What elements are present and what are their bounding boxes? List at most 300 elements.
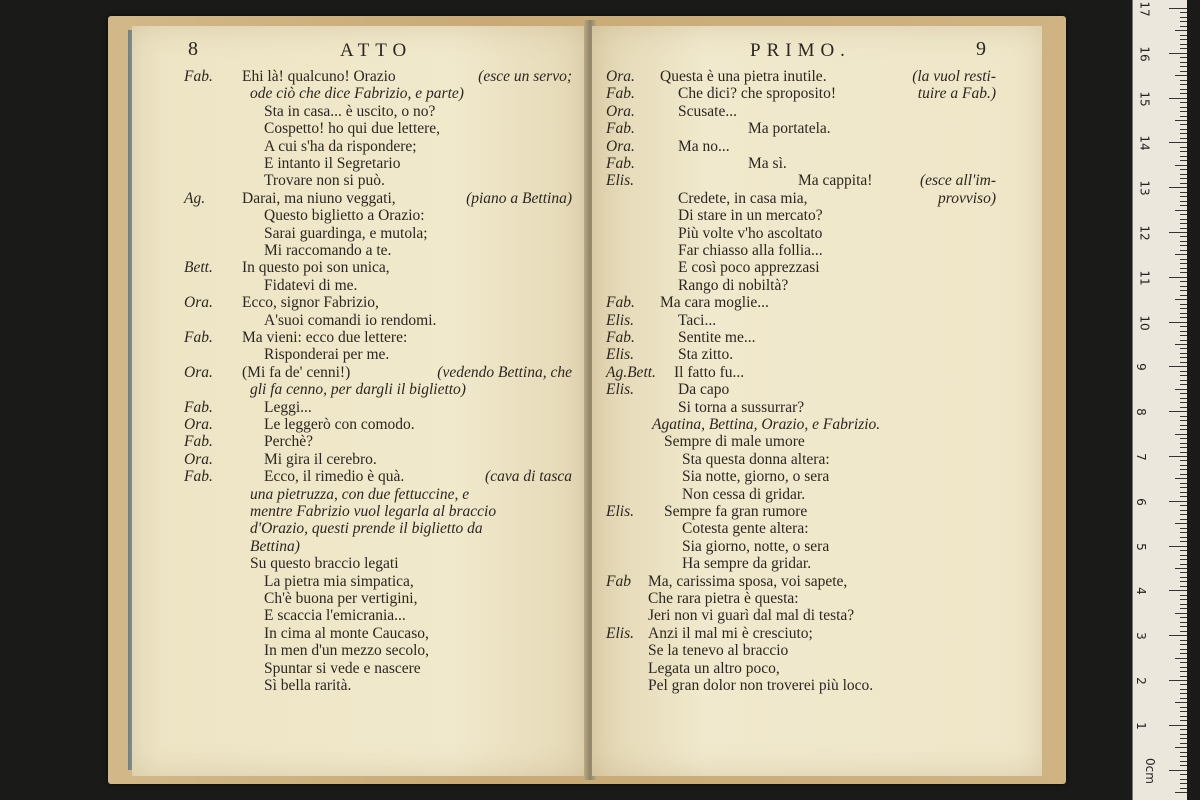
- ruler-tick: [1175, 299, 1187, 300]
- ruler-tick: [1180, 241, 1187, 242]
- ruler-tick: [1180, 505, 1187, 506]
- ruler-tick: [1180, 469, 1187, 470]
- stage-direction: gli fa cenno, per dargli il biglietto): [250, 381, 466, 399]
- running-head-right: PRIMO.: [750, 40, 851, 61]
- ruler-tick: [1180, 147, 1187, 148]
- verse-text: Ma cara moglie...: [660, 294, 769, 312]
- verse-text: Sia notte, giorno, o sera: [682, 468, 830, 486]
- verse-text: (Mi fa de' cenni!): [242, 363, 351, 381]
- verse-text: Ehi là! qualcuno! Orazio: [242, 68, 396, 85]
- speaker-label: Fab.: [184, 68, 213, 85]
- ruler-tick: [1180, 425, 1187, 426]
- verse-text: Sta in casa... è uscito, o no?: [264, 102, 436, 120]
- ruler-tick: [1180, 438, 1187, 439]
- ruler-number: 1: [1133, 721, 1148, 730]
- ruler-tick: [1180, 250, 1187, 251]
- ruler-tick: [1175, 344, 1187, 345]
- ruler-tick: [1180, 62, 1187, 63]
- ruler-tick: [1180, 622, 1187, 623]
- ruler-tick: [1180, 649, 1187, 650]
- ruler-tick: [1180, 281, 1187, 282]
- ruler-tick: [1180, 362, 1187, 363]
- ruler-tick: [1180, 407, 1187, 408]
- ruler-tick: [1180, 765, 1187, 766]
- ruler-tick: [1175, 434, 1187, 435]
- ruler-number: 2: [1133, 677, 1148, 685]
- ruler-tick: [1180, 223, 1187, 224]
- ruler-tick: [1175, 747, 1187, 748]
- speaker-label: Elis.: [606, 381, 634, 399]
- verse-text: Cotesta gente altera:: [682, 520, 809, 538]
- verse-text: Sì bella rarità.: [264, 677, 352, 694]
- ruler-tick: [1180, 617, 1187, 618]
- ruler-tick: [1169, 322, 1187, 323]
- ruler-tick: [1180, 80, 1187, 81]
- verse-text: A cui s'ha da rispondere;: [264, 137, 417, 155]
- speaker-label: Fab.: [606, 294, 635, 312]
- ruler-tick: [1169, 501, 1187, 502]
- stage-direction: (cava di tasca: [485, 468, 572, 486]
- ruler-number: 14: [1137, 135, 1152, 152]
- stage-direction: una pietruzza, con due fettuccine, e: [250, 485, 470, 503]
- ruler-tick: [1180, 528, 1187, 529]
- verse-text: Trovare non si può.: [264, 172, 385, 190]
- ruler-tick: [1175, 30, 1187, 31]
- verse-text: In questo poi son unica,: [242, 259, 390, 277]
- ruler-tick: [1180, 716, 1187, 717]
- running-head-left: ATTO: [340, 40, 413, 61]
- speaker-label: Ora.: [184, 416, 213, 433]
- ruler-tick: [1180, 416, 1187, 417]
- ruler-tick: [1180, 684, 1187, 685]
- verse-text: Mi raccomando a te.: [264, 242, 392, 259]
- verse-text: E scaccia l'emicrania...: [264, 607, 406, 625]
- ruler-tick: [1180, 107, 1187, 108]
- ruler-number: 16: [1137, 46, 1152, 62]
- ruler-number: 12: [1137, 225, 1152, 241]
- stage-direction: (esce all'im-: [919, 172, 996, 190]
- verse-text: Ecco, signor Fabrizio,: [242, 294, 379, 312]
- ruler-tick: [1180, 671, 1187, 672]
- ruler-tick: [1180, 667, 1187, 668]
- ruler-tick: [1180, 599, 1187, 600]
- stage-direction: mentre Fabrizio vuol legarla al braccio: [250, 503, 497, 520]
- ruler-tick: [1180, 577, 1187, 578]
- ruler-tick: [1180, 443, 1187, 444]
- verse-text: Se la tenevo al braccio: [648, 642, 789, 660]
- ruler-tick: [1180, 35, 1187, 36]
- ruler-tick: [1180, 380, 1187, 381]
- ruler-tick: [1180, 631, 1187, 632]
- ruler-tick: [1175, 254, 1187, 255]
- ruler-tick: [1180, 720, 1187, 721]
- ruler-tick: [1180, 317, 1187, 318]
- verse-text: Sta questa donna altera:: [682, 450, 830, 468]
- ruler-tick: [1169, 635, 1187, 636]
- verse-text: Anzi il mal mi è cresciuto;: [648, 624, 813, 642]
- ruler-tick: [1180, 335, 1187, 336]
- ruler-tick: [1169, 8, 1187, 9]
- verse-text: Leggi...: [264, 398, 312, 416]
- speaker-label: Fab.: [184, 433, 213, 451]
- ruler-tick: [1180, 707, 1187, 708]
- speaker-label: Ora.: [184, 294, 213, 312]
- measuring-ruler: [1132, 0, 1187, 800]
- speaker-label: Fab.: [184, 329, 213, 346]
- speaker-label: Elis.: [606, 172, 634, 190]
- ruler-tick: [1180, 129, 1187, 130]
- speaker-label: Bett.: [184, 259, 213, 277]
- ruler-tick: [1180, 304, 1187, 305]
- ruler-tick: [1180, 259, 1187, 260]
- ruler-tick: [1169, 98, 1187, 99]
- speaker-label: Ora.: [606, 137, 635, 155]
- ruler-tick: [1175, 792, 1187, 793]
- verse-text: Ha sempre da gridar.: [682, 555, 812, 573]
- ruler-tick: [1180, 595, 1187, 596]
- ruler-tick: [1180, 39, 1187, 40]
- verse-text: Il fatto fu...: [674, 363, 745, 381]
- ruler-tick: [1180, 353, 1187, 354]
- verse-text: A'suoi comandi io rendomi.: [264, 311, 437, 329]
- ruler-tick: [1175, 165, 1187, 166]
- speaker-label: Fab.: [606, 85, 635, 103]
- ruler-tick: [1180, 138, 1187, 139]
- ruler-tick: [1180, 689, 1187, 690]
- ruler-tick: [1180, 662, 1187, 663]
- verse-text: Rango di nobiltà?: [678, 276, 789, 294]
- verse-text: Ma cappita!: [798, 172, 873, 190]
- ruler-tick: [1180, 447, 1187, 448]
- ruler-tick: [1180, 420, 1187, 421]
- ruler-tick: [1180, 178, 1187, 179]
- speaker-label: Elis.: [606, 346, 634, 364]
- stage-direction: (esce un servo;: [478, 68, 572, 85]
- speaker-label: Fab.: [606, 155, 635, 172]
- ruler-tick: [1180, 111, 1187, 112]
- ruler-tick: [1175, 478, 1187, 479]
- stage-direction: (piano a Bettina): [466, 189, 572, 207]
- ruler-tick: [1175, 389, 1187, 390]
- ruler-tick: [1180, 729, 1187, 730]
- ruler-tick: [1180, 788, 1187, 789]
- stage-direction: (vedendo Bettina, che: [437, 363, 572, 381]
- ruler-tick: [1169, 277, 1187, 278]
- ruler-tick: [1169, 187, 1187, 188]
- ruler-tick: [1180, 12, 1187, 13]
- ruler-tick: [1169, 232, 1187, 233]
- ruler-tick: [1180, 783, 1187, 784]
- ruler-tick: [1169, 456, 1187, 457]
- verse-text: La pietra mia simpatica,: [264, 572, 414, 590]
- verse-text: Più volte v'ho ascoltato: [678, 224, 823, 242]
- ruler-tick: [1180, 214, 1187, 215]
- ruler-tick: [1180, 57, 1187, 58]
- verse-text: Cospetto! ho qui due lettere,: [264, 120, 441, 138]
- ruler-number: 7: [1133, 453, 1148, 461]
- verse-text: Credete, in casa mia,: [678, 189, 808, 207]
- ruler-tick: [1180, 102, 1187, 103]
- ruler-tick: [1180, 608, 1187, 609]
- ruler-tick: [1180, 124, 1187, 125]
- stage-direction: d'Orazio, questi prende il biglietto da: [250, 520, 483, 538]
- ruler-tick: [1180, 357, 1187, 358]
- ruler-tick: [1180, 84, 1187, 85]
- verse-text: Non cessa di gridar.: [682, 485, 806, 503]
- ruler-tick: [1180, 89, 1187, 90]
- ruler-tick: [1180, 313, 1187, 314]
- verse-text: Sentite me...: [678, 329, 756, 346]
- speaker-label: Ag.: [184, 189, 206, 207]
- ruler-tick: [1180, 295, 1187, 296]
- verse-text: Questo biglietto a Orazio:: [264, 207, 425, 225]
- ruler-tick: [1180, 160, 1187, 161]
- ruler-tick: [1180, 676, 1187, 677]
- ruler-tick: [1180, 550, 1187, 551]
- ruler-tick: [1169, 770, 1187, 771]
- ruler-tick: [1180, 393, 1187, 394]
- speaker-label: Elis.: [606, 624, 634, 642]
- ruler-tick: [1180, 263, 1187, 264]
- ruler-tick: [1180, 774, 1187, 775]
- ruler-tick: [1180, 514, 1187, 515]
- ruler-tick: [1180, 734, 1187, 735]
- ruler-number: 11: [1137, 270, 1152, 286]
- ruler-tick: [1180, 331, 1187, 332]
- ruler-tick: [1180, 626, 1187, 627]
- verse-text: Far chiasso alla follia...: [678, 242, 823, 259]
- verse-text: Perchè?: [264, 433, 314, 451]
- ruler-tick: [1180, 693, 1187, 694]
- ruler-tick: [1180, 236, 1187, 237]
- ruler-tick: [1180, 183, 1187, 184]
- verse-text: Mi gira il cerebro.: [264, 450, 377, 468]
- ruler-tick: [1180, 26, 1187, 27]
- ruler-tick: [1180, 44, 1187, 45]
- ruler-tick: [1169, 725, 1187, 726]
- ruler-tick: [1180, 93, 1187, 94]
- verse-text: Ma vieni: ecco due lettere:: [242, 329, 408, 346]
- ruler-tick: [1180, 483, 1187, 484]
- ruler-tick: [1180, 496, 1187, 497]
- verse-text: E intanto il Segretario: [264, 155, 401, 172]
- ruler-tick: [1180, 340, 1187, 341]
- ruler-number: 4: [1133, 587, 1148, 596]
- ruler-tick: [1169, 680, 1187, 681]
- ruler-tick: [1180, 196, 1187, 197]
- ruler-tick: [1180, 48, 1187, 49]
- verse-text: Sta zitto.: [678, 346, 734, 364]
- verse-text: Ma no...: [678, 137, 730, 155]
- verse-text: Si torna a sussurrar?: [678, 398, 805, 416]
- verse-text: In cima al monte Caucaso,: [264, 624, 429, 642]
- ruler-tick: [1180, 698, 1187, 699]
- ruler-tick: [1180, 133, 1187, 134]
- verse-text: Che dici? che sproposito!: [678, 85, 836, 103]
- speaker-label: Ora.: [606, 68, 635, 85]
- ruler-tick: [1180, 17, 1187, 18]
- ruler-tick: [1180, 192, 1187, 193]
- ruler-tick: [1180, 738, 1187, 739]
- right-page: [592, 26, 1042, 776]
- verse-text: Sarai guardinga, e mutola;: [264, 224, 428, 242]
- verse-text: Sempre fa gran rumore: [664, 503, 808, 520]
- verse-text: Scusate...: [678, 102, 737, 120]
- ruler-tick: [1180, 169, 1187, 170]
- ruler-tick: [1169, 411, 1187, 412]
- ruler-tick: [1175, 75, 1187, 76]
- ruler-number: 8: [1133, 408, 1148, 417]
- ruler-tick: [1180, 326, 1187, 327]
- verse-text: Ecco, il rimedio è quà.: [264, 468, 405, 486]
- stage-direction: (la vuol resti-: [912, 68, 996, 85]
- ruler-tick: [1180, 290, 1187, 291]
- ruler-tick: [1180, 398, 1187, 399]
- ruler-number: 6: [1133, 497, 1148, 506]
- speaker-label: Fab.: [184, 468, 213, 486]
- ruler-tick: [1180, 474, 1187, 475]
- ruler-tick: [1180, 452, 1187, 453]
- ruler-number: 10: [1137, 314, 1152, 331]
- verse-text: Spuntar si vede e nascere: [264, 659, 421, 677]
- ruler-tick: [1180, 492, 1187, 493]
- stage-direction: tuire a Fab.): [917, 85, 996, 103]
- ruler-tick: [1180, 487, 1187, 488]
- ruler-tick: [1180, 519, 1187, 520]
- ruler-tick: [1180, 402, 1187, 403]
- ruler-tick: [1180, 581, 1187, 582]
- verse-text: Sia giorno, notte, o sera: [682, 537, 830, 555]
- ruler-tick: [1169, 366, 1187, 367]
- ruler-tick: [1175, 120, 1187, 121]
- speaker-label: Ora.: [184, 363, 213, 381]
- speaker-label: Ag.Bett.: [606, 363, 656, 381]
- ruler-tick: [1169, 546, 1187, 547]
- ruler-tick: [1180, 156, 1187, 157]
- ruler-tick: [1180, 201, 1187, 202]
- verse-text: Fidatevi di me.: [264, 276, 358, 294]
- ruler-number: 3: [1133, 632, 1148, 641]
- ruler-tick: [1175, 613, 1187, 614]
- verse-text: Darai, ma niuno veggati,: [242, 189, 396, 207]
- ruler-tick: [1169, 142, 1187, 143]
- ruler-number: 0cm: [1142, 757, 1157, 784]
- ruler-tick: [1169, 590, 1187, 591]
- left-page: [132, 26, 588, 776]
- verse-text: Ch'è buona per vertigini,: [264, 590, 418, 607]
- ruler-tick: [1180, 151, 1187, 152]
- ruler-tick: [1180, 586, 1187, 587]
- verse-text: Che rara pietra è questa:: [648, 590, 799, 607]
- verse-text: Jeri non vi guarì dal mal di testa?: [648, 607, 855, 625]
- ruler-tick: [1180, 228, 1187, 229]
- verse-text: Risponderai per me.: [264, 346, 390, 364]
- ruler-tick: [1180, 537, 1187, 538]
- ruler-tick: [1180, 375, 1187, 376]
- ruler-tick: [1180, 510, 1187, 511]
- speaker-label: Fab.: [606, 120, 635, 138]
- ruler-tick: [1180, 348, 1187, 349]
- ruler-tick: [1180, 711, 1187, 712]
- ruler-tick: [1180, 752, 1187, 753]
- verse-text: Pel gran dolor non troverei più loco.: [648, 677, 874, 694]
- ruler-number: 13: [1137, 180, 1152, 196]
- ruler-tick: [1180, 541, 1187, 542]
- ruler-number: 15: [1137, 90, 1152, 107]
- ruler-number: 9: [1133, 363, 1148, 372]
- speaker-label: Fab.: [606, 329, 635, 346]
- ruler-tick: [1180, 286, 1187, 287]
- ruler-tick: [1180, 559, 1187, 560]
- ruler-tick: [1180, 429, 1187, 430]
- ruler-tick: [1180, 116, 1187, 117]
- verse-text: E così poco apprezzasi: [678, 259, 820, 277]
- ruler-tick: [1180, 779, 1187, 780]
- ruler-tick: [1175, 658, 1187, 659]
- ruler-tick: [1180, 640, 1187, 641]
- speaker-label: Fab.: [184, 398, 213, 416]
- ruler-tick: [1180, 308, 1187, 309]
- page-number-left: 8: [188, 38, 198, 60]
- ruler-tick: [1180, 21, 1187, 22]
- verse-text: Ma, carissima sposa, voi sapete,: [648, 572, 848, 590]
- verse-text: Questa è una pietra inutile.: [660, 68, 827, 85]
- ruler-tick: [1180, 743, 1187, 744]
- ruler-tick: [1180, 272, 1187, 273]
- ruler-tick: [1175, 568, 1187, 569]
- ruler-tick: [1180, 555, 1187, 556]
- speaker-label: Elis.: [606, 503, 634, 520]
- verse-text: Sempre di male umore: [664, 433, 805, 451]
- ruler-tick: [1180, 71, 1187, 72]
- verse-text: Legata un altro poco,: [648, 659, 780, 677]
- ruler-tick: [1180, 564, 1187, 565]
- ruler-tick: [1180, 572, 1187, 573]
- ruler-tick: [1180, 465, 1187, 466]
- verse-text: Taci...: [678, 311, 717, 329]
- ruler-tick: [1180, 174, 1187, 175]
- ruler-tick: [1180, 371, 1187, 372]
- verse-text: Ma portatela.: [748, 120, 831, 138]
- ruler-tick: [1180, 219, 1187, 220]
- ruler-tick: [1169, 53, 1187, 54]
- scene-heading: Agatina, Bettina, Orazio, e Fabrizio.: [652, 416, 881, 433]
- ruler-number: 17: [1137, 1, 1152, 17]
- ruler-tick: [1180, 66, 1187, 67]
- ruler-tick: [1180, 268, 1187, 269]
- ruler-tick: [1180, 384, 1187, 385]
- page-number-right: 9: [976, 38, 986, 60]
- ruler-tick: [1180, 756, 1187, 757]
- ruler-tick: [1180, 205, 1187, 206]
- verse-text: Su questo braccio legati: [250, 555, 399, 573]
- verse-text: Le leggerò con comodo.: [264, 416, 415, 433]
- ruler-tick: [1180, 653, 1187, 654]
- verse-text: In men d'un mezzo secolo,: [264, 642, 430, 660]
- ruler-tick: [1175, 702, 1187, 703]
- stage-direction: Bettina): [250, 537, 300, 555]
- stage-direction: ode ciò che dice Fabrizio, e parte): [250, 85, 464, 103]
- verse-text: Ma sì.: [748, 155, 787, 172]
- speaker-label: Fab: [606, 572, 631, 590]
- ruler-tick: [1175, 523, 1187, 524]
- ruler-tick: [1180, 532, 1187, 533]
- stage-direction: provviso): [938, 189, 996, 207]
- ruler-tick: [1180, 460, 1187, 461]
- verse-text: Da capo: [678, 381, 730, 399]
- ruler-tick: [1180, 644, 1187, 645]
- ruler-tick: [1175, 210, 1187, 211]
